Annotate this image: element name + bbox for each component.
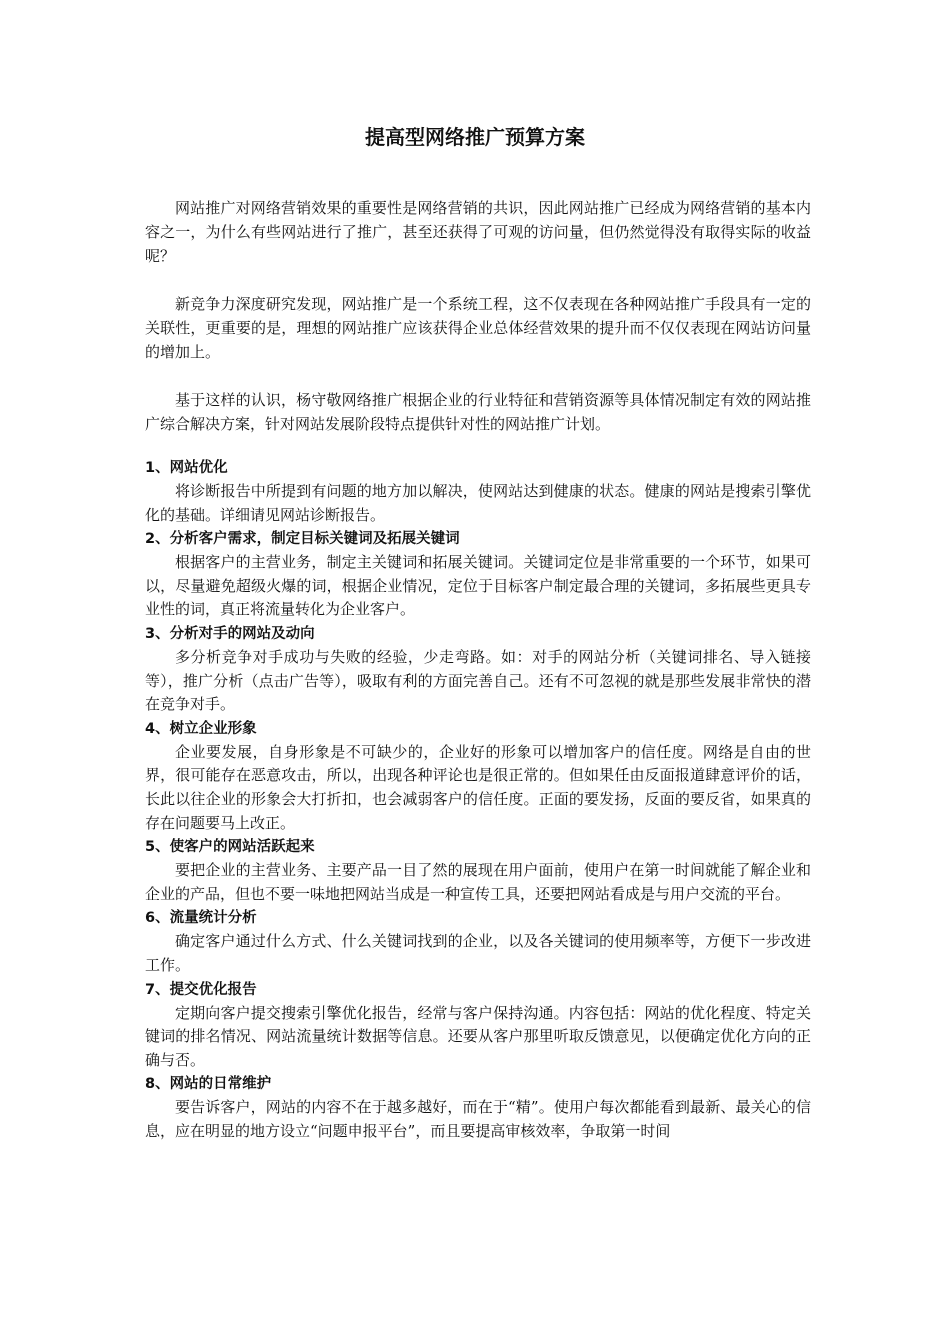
section — [145, 456, 811, 527]
section-text: 确定客户通过什么方式、什么关键词找到的企业，以及各关键词的使用频率等，方便下一步改进工作。 — [145, 932, 811, 974]
section-heading: 2、分析客户需求，制定目标关键词及拓展关键词 — [145, 531, 460, 548]
section-heading: 5、使客户的网站活跃起来 — [145, 839, 315, 856]
section-heading: 7、提交优化报告 — [145, 981, 257, 998]
intro-paragraph: 网站推广对网络营销效果的重要性是网络营销的共识，因此网站推广已经成为网络营销的基本内容之一，为什么有些网站进行了推广，甚至还获得了可观的访问量，但仍然觉得没有取得实际的收益呢？ — [145, 199, 811, 265]
intro-paragraph: 新竞争力深度研究发现，网站推广是一个系统工程，这不仅表现在各种网站推广手段具有一定的关联性，更重要的是，理想的网站推广应该获得企业总体经营效果的提升而不仅仅表现在网站访问量的增加上。 — [145, 295, 811, 361]
section — [145, 1072, 811, 1143]
section — [145, 835, 811, 906]
section — [145, 717, 811, 835]
section-text: 根据客户的主营业务，制定主关键词和拓展关键词。关键词定位是非常重要的一个环节，如果可以，尽量避免超级火爆的词，根据企业情况，定位于目标客户制定最合理的关键词，多拓展些更具专业性的词，真正将流量转化为企业客户。 — [145, 553, 811, 619]
document-title: 提高型网络推广预算方案 — [365, 125, 585, 149]
section-heading: 3、分析对手的网站及动向 — [145, 625, 315, 642]
section-text: 要告诉客户，网站的内容不在于越多越好，而在于“精”。使用户每次都能看到最新、最关心的信息，应在明显的地方设立“问题申报平台”，而且要提高审核效率，争取第一时间 — [145, 1098, 811, 1140]
section-text: 多分析竞争对手成功与失败的经验，少走弯路。如：对手的网站分析（关键词排名、导入链接等），推广分析（点击广告等），吸取有利的方面完善自己。还有不可忽视的就是那些发展非常快的潜在竞争对手。 — [145, 647, 811, 714]
section-heading: 6、流量统计分析 — [145, 910, 257, 927]
section — [145, 527, 811, 622]
section-heading: 1、网站优化 — [145, 460, 228, 476]
section-text: 企业要发展，自身形象是不可缺少的，企业好的形象可以增加客户的信任度。网络是自由的世界，很可能存在恶意攻击，所以，出现各种评论也是很正常的。但如果任由反面报道肆意评价的话，长此以往企业的形象会大打折扣，也会减弱客户的信任度。正面的要发扬，反面的要反省，如果真的存在问题要马上改正。 — [145, 742, 811, 832]
section — [145, 622, 811, 717]
section-heading: 4、树立企业形象 — [145, 720, 257, 737]
section-heading: 8、网站的日常维护 — [145, 1076, 272, 1093]
section — [145, 906, 811, 977]
section-text: 要把企业的主营业务、主要产品一目了然的展现在用户面前，使用户在第一时间就能了解企业和企业的产品，但也不要一味地把网站当成是一种宣传工具，还要把网站看成是与用户交流的平台。 — [145, 861, 811, 903]
intro-paragraph: 基于这样的认识，杨守敬网络推广根据企业的行业特征和营销资源等具体情况制定有效的网站推广综合解决方案，针对网站发展阶段特点提供针对性的网站推广计划。 — [145, 391, 811, 433]
document-body — [145, 196, 811, 1143]
section-text: 定期向客户提交搜索引擎优化报告，经常与客户保持沟通。内容包括：网站的优化程度、特定关键词的排名情况、网站流量统计数据等信息。还要从客户那里听取反馈意见，以便确定优化方向的正确与否。 — [145, 1003, 811, 1069]
section — [145, 978, 811, 1073]
section-text: 将诊断报告中所提到有问题的地方加以解决，使网站达到健康的状态。健康的网站是搜索引擎优化的基础。详细请见网站诊断报告。 — [145, 482, 811, 524]
